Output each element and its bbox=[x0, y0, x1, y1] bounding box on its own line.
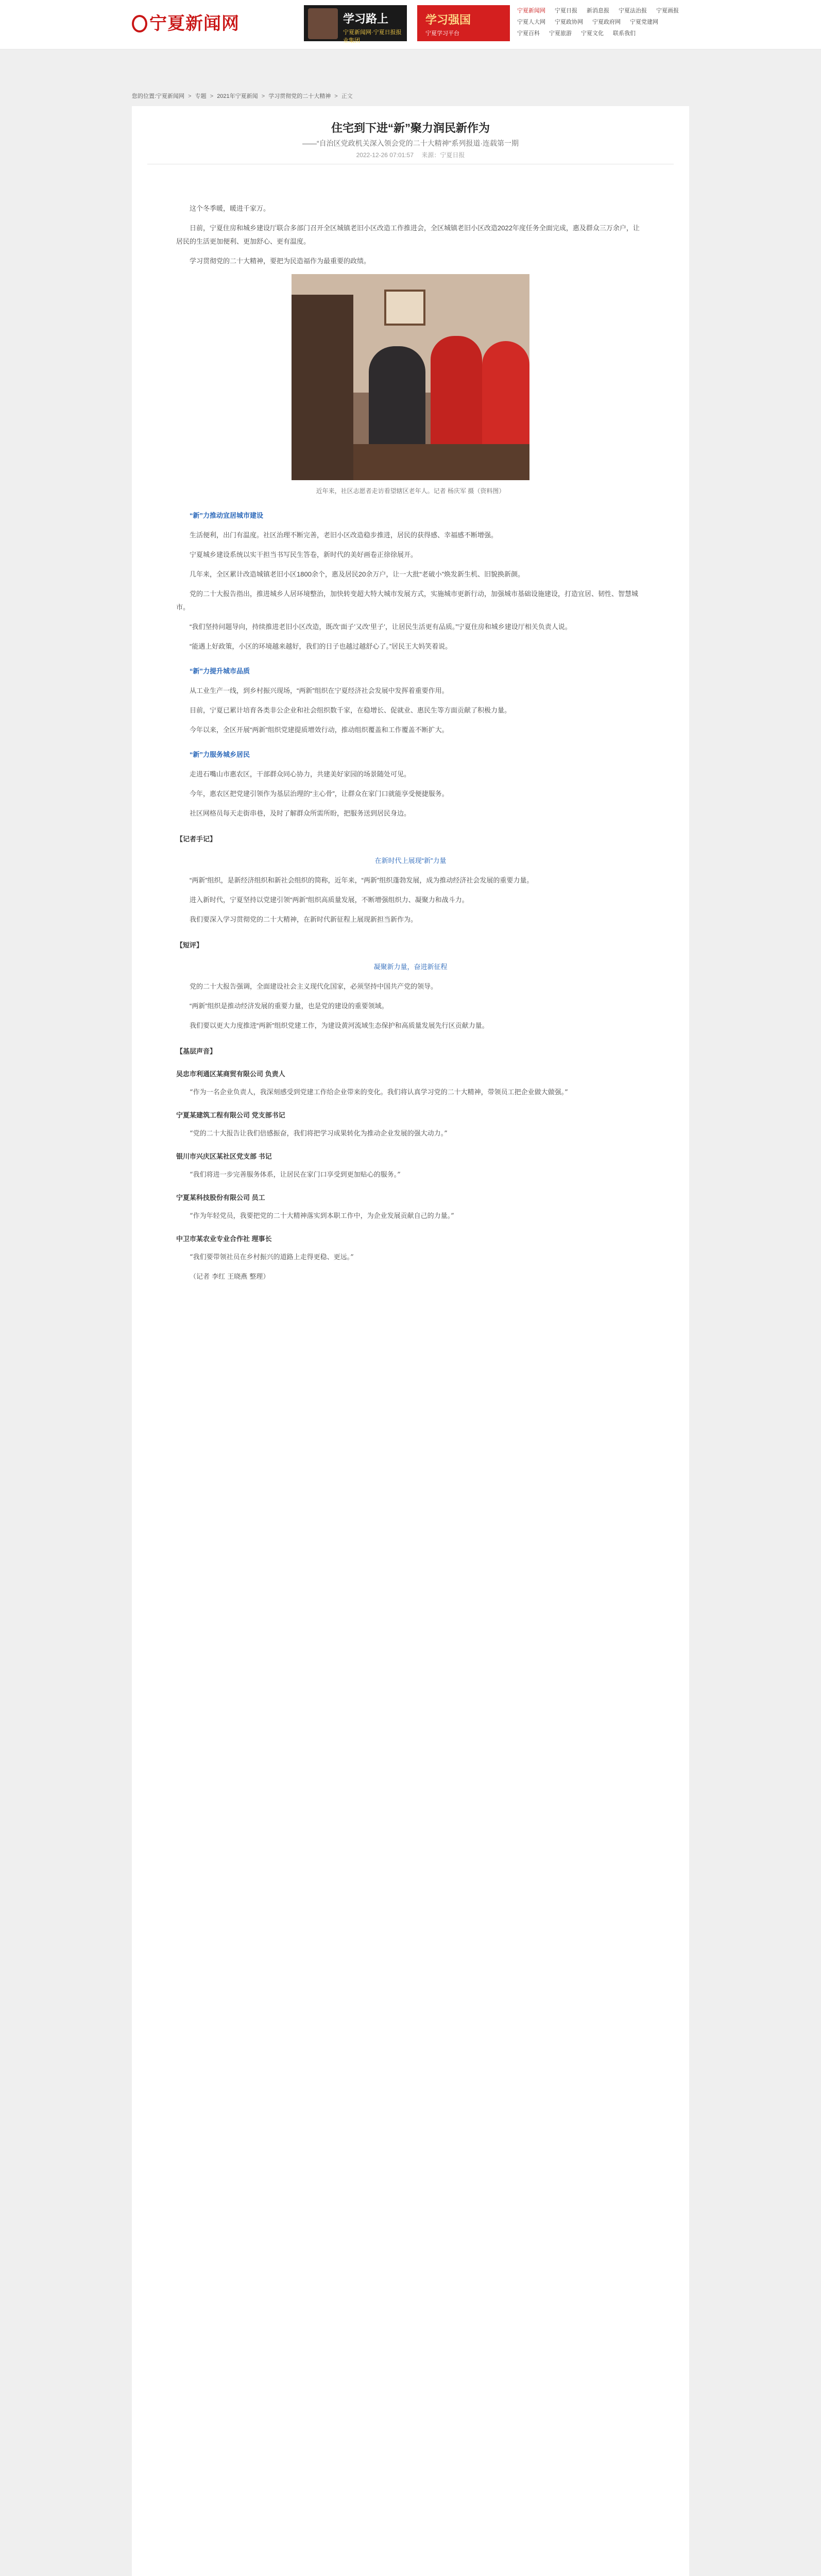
article-container bbox=[132, 106, 689, 2576]
nav-link[interactable]: 宁夏旅游 bbox=[549, 30, 572, 37]
paragraph: 这个冬季暖，暖进千家万。 bbox=[190, 205, 270, 212]
voice-quote: “作为一名企业负责人，我深刻感受到党建工作给企业带来的变化。我们将认真学习党的二十大精神，带领员工把企业做大做强。” bbox=[190, 1089, 568, 1096]
paragraph: 党的二十大报告指出，推进城乡人居环境整治，加快转变超大特大城市发展方式，实施城市更新行动，加强城市基础设施建设，打造宜居、韧性、智慧城市。 bbox=[176, 590, 639, 611]
voice-quote: “作为年轻党员，我要把党的二十大精神落实到本职工作中，为企业发展贡献自己的力量。” bbox=[190, 1212, 454, 1220]
nav-link[interactable]: 宁夏画报 bbox=[656, 8, 679, 14]
photo-caption: 近年来，社区志愿者走访看望辖区老年人。记者 杨庆军 摄（资料图） bbox=[316, 487, 505, 495]
nav-link[interactable]: 宁夏政府网 bbox=[592, 19, 621, 25]
nav-link[interactable]: 新消息报 bbox=[587, 8, 609, 14]
paragraph: 宁夏城乡建设系统以实干担当书写民生答卷，新时代的美好画卷正徐徐展开。 bbox=[190, 551, 418, 558]
article-meta bbox=[132, 150, 689, 159]
voice-source: 中卫市某农业专业合作社 理事长 bbox=[176, 1235, 272, 1243]
voice-quote: “我们将进一步完善服务体系，让居民在家门口享受到更加贴心的服务。” bbox=[190, 1171, 401, 1179]
block-label: 【短评】 bbox=[176, 941, 203, 949]
nav-link[interactable]: 宁夏法治报 bbox=[619, 8, 647, 14]
paragraph: 从工业生产一线，到乡村振兴现场，“两新”组织在宁夏经济社会发展中发挥着重要作用。 bbox=[190, 687, 449, 694]
voice-source: 吴忠市利通区某商贸有限公司 负责人 bbox=[176, 1070, 285, 1078]
reporter-note: （记者 李红 王晓燕 整理） bbox=[190, 1273, 270, 1281]
ad-title: 学习强国 bbox=[425, 13, 471, 26]
paragraph: 学习贯彻党的二十大精神，要把为民造福作为最重要的政绩。 bbox=[190, 257, 371, 265]
nav-link[interactable]: 宁夏日报 bbox=[555, 8, 577, 14]
nav-link[interactable]: 宁夏百科 bbox=[517, 30, 540, 37]
paragraph: 几年来，全区累计改造城镇老旧小区1800余个，惠及居民20余万户，让一大批“老破小”焕发新生机、旧貌换新颜。 bbox=[190, 570, 525, 578]
section-heading: “新”力提升城市品质 bbox=[190, 667, 250, 675]
voice-quote: “党的二十大报告让我们倍感振奋，我们将把学习成果转化为推动企业发展的强大动力。” bbox=[190, 1130, 448, 1138]
paragraph: 我们要以更大力度推进“两新”组织党建工作，为建设黄河流域生态保护和高质量发展先行区贡献力量。 bbox=[190, 1022, 489, 1029]
paragraph: 走进石嘴山市惠农区，干部群众同心协力，共建美好家园的场景随处可见。 bbox=[190, 770, 411, 778]
article-title: 住宅到下进“新”聚力润民新作为 bbox=[331, 122, 490, 134]
article-subtitle: ——“自治区党政机关深入领会党的二十大精神”系列报道·连载第一期 bbox=[302, 139, 519, 147]
voice-source: 银川市兴庆区某社区党支部 书记 bbox=[176, 1153, 272, 1160]
banner-ad-xuexi[interactable] bbox=[417, 5, 510, 41]
paragraph: 党的二十大报告强调，全面建设社会主义现代化国家，必须坚持中国共产党的领导。 bbox=[190, 982, 438, 990]
article-photo bbox=[292, 274, 529, 480]
paragraph: 生活便利，出门有温度。社区治理不断完善，老旧小区改造稳步推进，居民的获得感、幸福感不断增强。 bbox=[190, 531, 498, 539]
voice-source: 宁夏某建筑工程有限公司 党支部书记 bbox=[176, 1111, 285, 1119]
banner-ad-study[interactable] bbox=[304, 5, 407, 44]
breadcrumb-item[interactable]: 2021年宁夏新闻 bbox=[217, 93, 258, 99]
paragraph: “我们坚持问题导向，持续推进老旧小区改造，既改‘面子’又改‘里子’，让居民生活更有品质。”宁夏住房和城乡建设厅相关负责人说。 bbox=[190, 623, 572, 631]
nav-link[interactable]: 宁夏政协网 bbox=[555, 19, 583, 25]
portrait-image bbox=[308, 8, 338, 39]
ad-title: 学习路上 bbox=[343, 12, 389, 25]
nav-link[interactable]: 宁夏人大网 bbox=[517, 19, 545, 25]
section-heading: “新”力推动宜居城市建设 bbox=[190, 512, 264, 519]
breadcrumb-separator: > bbox=[261, 93, 265, 99]
breadcrumb-separator: > bbox=[334, 93, 338, 99]
breadcrumb-separator: > bbox=[188, 93, 192, 99]
publish-date: 2022-12-26 07:01:57 bbox=[356, 151, 414, 159]
block-heading: 凝聚新力量，奋进新征程 bbox=[373, 963, 448, 971]
logo-text: 宁夏新闻网 bbox=[149, 13, 240, 34]
breadcrumb bbox=[132, 92, 355, 100]
paragraph: “能遇上好政策，小区的环境越来越好，我们的日子也越过越舒心了。”居民王大妈笑着说。 bbox=[190, 642, 452, 650]
paragraph: 社区网格员每天走街串巷，及时了解群众所需所盼，把服务送到居民身边。 bbox=[190, 809, 411, 817]
block-label: 【记者手记】 bbox=[176, 835, 217, 843]
paragraph: “两新”组织是推动经济发展的重要力量，也是党的建设的重要领域。 bbox=[190, 1002, 388, 1010]
top-nav bbox=[517, 6, 692, 40]
paragraph: 我们要深入学习贯彻党的二十大精神，在新时代新征程上展现新担当新作为。 bbox=[190, 916, 418, 923]
site-logo[interactable] bbox=[132, 9, 240, 35]
voice-source: 宁夏某科技股份有限公司 员工 bbox=[176, 1194, 265, 1201]
breadcrumb-item: 正文 bbox=[341, 93, 353, 99]
breadcrumb-item[interactable]: 您的位置:宁夏新闻网 bbox=[132, 93, 185, 99]
nav-link[interactable]: 联系我们 bbox=[613, 30, 636, 37]
article-body bbox=[176, 202, 645, 1290]
ad-sub: 宁夏新闻网·宁夏日报报业集团 bbox=[343, 29, 402, 44]
paragraph: 日前，宁夏住房和城乡建设厅联合多部门召开全区城镇老旧小区改造工作推进会，全区城镇老旧小区改造2022年度任务全面完成，惠及群众三万余户，让居民的生活更加便利、更加舒心、更有温度。 bbox=[176, 224, 640, 245]
paragraph: 今年以来，全区开展“两新”组织党建提质增效行动，推动组织覆盖和工作覆盖不断扩大。 bbox=[190, 726, 449, 734]
paragraph: “两新”组织，是新经济组织和新社会组织的简称，近年来，“两新”组织蓬勃发展，成为推动经济社会发展的重要力量。 bbox=[190, 876, 534, 884]
paragraph: 今年，惠农区把党建引领作为基层治理的“主心骨”，让群众在家门口就能享受便捷服务。 bbox=[190, 790, 449, 798]
block-label: 【基层声音】 bbox=[176, 1047, 217, 1055]
breadcrumb-item[interactable]: 专题 bbox=[195, 93, 207, 99]
ad-sub: 宁夏学习平台 bbox=[425, 30, 459, 37]
top-nav-row bbox=[517, 29, 692, 40]
block-heading: 在新时代上展现“新”力量 bbox=[374, 857, 447, 865]
nav-link[interactable]: 宁夏文化 bbox=[581, 30, 604, 37]
paragraph: 目前，宁夏已累计培育各类非公企业和社会组织数千家，在稳增长、促就业、惠民生等方面贡献了积极力量。 bbox=[190, 706, 511, 714]
top-nav-row bbox=[517, 6, 692, 18]
section-heading: “新”力服务城乡居民 bbox=[190, 751, 250, 758]
site-header bbox=[0, 0, 821, 49]
top-nav-row bbox=[517, 18, 692, 29]
breadcrumb-separator: > bbox=[210, 93, 214, 99]
breadcrumb-item[interactable]: 学习贯彻党的二十大精神 bbox=[268, 93, 331, 99]
logo-mark-icon bbox=[132, 15, 147, 32]
nav-link[interactable]: 宁夏新闻网 bbox=[517, 8, 545, 14]
voice-quote: “我们要带领社员在乡村振兴的道路上走得更稳、更远。” bbox=[190, 1253, 354, 1261]
paragraph: 进入新时代，宁夏坚持以党建引领“两新”组织高质量发展，不断增强组织力、凝聚力和战斗力。 bbox=[190, 896, 469, 904]
article-source: 来源：宁夏日报 bbox=[421, 151, 465, 159]
nav-link[interactable]: 宁夏党建网 bbox=[630, 19, 658, 25]
